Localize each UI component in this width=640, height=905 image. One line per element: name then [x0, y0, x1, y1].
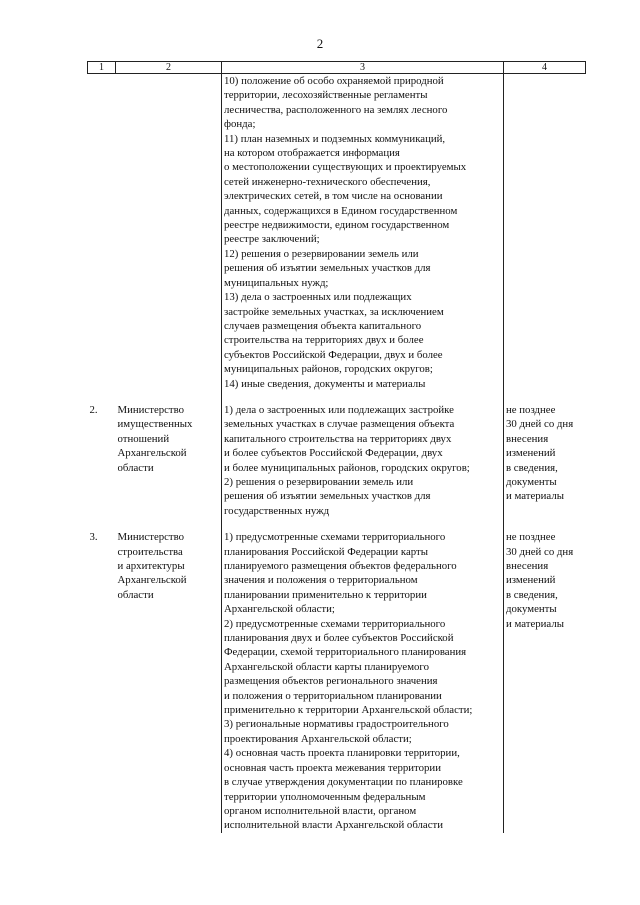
text-line: решения об изъятии земельных участков для: [224, 262, 431, 275]
text-line: имущественных: [117, 418, 193, 431]
table-header-row: [88, 62, 586, 74]
text-line: и материалы: [506, 490, 564, 503]
organization-cell: [116, 530, 222, 833]
text-line: муниципальных нужд;: [224, 276, 329, 289]
text-line: Архангельской: [117, 574, 187, 587]
row-number: 2.: [89, 403, 98, 416]
header-col-3: 3: [222, 62, 504, 74]
text-line: строительства: [117, 545, 183, 558]
text-line: 14) иные сведения, документы и материалы: [224, 377, 426, 390]
text-line: размещения объектов регионального значения: [224, 675, 438, 688]
text-line: 30 дней со дня: [506, 545, 574, 558]
text-line: территории уполномоченным федеральным: [224, 790, 426, 803]
text-line: и положения о территориальном планировании: [224, 689, 442, 702]
text-line: проектирования Архангельской области;: [224, 732, 412, 745]
text-line: и материалы: [506, 617, 564, 630]
text-line: 4) основная часть проекта планировки территории,: [224, 747, 460, 760]
text-line: территории, лесохозяйственные регламенты: [224, 89, 428, 102]
text-line: Министерство: [117, 403, 185, 416]
header-col-1: 1: [88, 62, 116, 74]
text-line: Архангельской области;: [224, 603, 335, 616]
text-line: изменений: [506, 447, 556, 460]
text-line: данных, содержащихся в Едином государственном: [224, 204, 458, 217]
text-line: внесения: [506, 432, 549, 445]
text-line: государственных нужд: [224, 504, 330, 517]
text-line: планирования двух и более субъектов Российской: [224, 632, 454, 645]
text-line: 30 дней со дня: [506, 418, 574, 431]
row-number: 3.: [89, 531, 98, 544]
text-line: не позднее: [506, 403, 556, 416]
text-line: планирования Российской Федерации карты: [224, 545, 428, 558]
text-line: на котором отображается информация: [224, 147, 400, 160]
table-row-continuation: [88, 74, 586, 391]
text-line: Министерство: [117, 531, 185, 544]
page-number: 2: [316, 36, 324, 51]
text-line: и более субъектов Российской Федерации, двух: [224, 447, 443, 460]
term-cell: [504, 403, 586, 518]
text-line: внесения: [506, 560, 549, 572]
text-line: строительства на территориях двух и более: [224, 334, 424, 347]
text-line: области: [117, 461, 154, 474]
text-line: исполнительной власти Архангельской области: [224, 819, 444, 832]
term-cell: [504, 530, 586, 833]
text-line: Архангельской: [117, 447, 187, 460]
text-line: фонда;: [224, 118, 256, 131]
text-line: и архитектуры: [117, 560, 185, 572]
text-line: земельных участках в случае размещения объекта: [224, 418, 455, 431]
text-line: реестре недвижимости, едином государственном: [224, 219, 450, 232]
text-line: и более муниципальных районов, городских округов;: [224, 461, 470, 474]
text-line: 2) предусмотренные схемами территориального: [224, 617, 446, 630]
text-line: решения об изъятии земельных участков для: [224, 490, 431, 503]
text-line: изменений: [506, 574, 556, 587]
text-line: сетей инженерно-технического обеспечения,: [224, 175, 431, 188]
text-line: документы: [506, 475, 557, 488]
header-col-4: 4: [504, 62, 586, 74]
text-line: в случае утверждения документации по планировке: [224, 776, 463, 789]
text-line: о местоположении существующих и проектируемых: [224, 161, 467, 174]
text-line: не позднее: [506, 531, 556, 544]
document-table: [87, 61, 586, 833]
text-line: Федерации, схемой территориального планирования: [224, 646, 467, 659]
text-line: документы: [506, 603, 557, 616]
documents-cell: [222, 530, 504, 833]
text-line: застройке земельных участках, за исключением: [224, 305, 444, 318]
header-col-2: 2: [116, 62, 222, 74]
documents-cell: [222, 403, 504, 518]
text-line: основная часть проекта межевания территории: [224, 761, 441, 774]
table-row: [88, 403, 586, 518]
text-line: 1) предусмотренные схемами территориального: [224, 531, 446, 544]
text-line: 2) решения о резервировании земель или: [224, 475, 414, 488]
text-line: 1) дела о застроенных или подлежащих застройке: [224, 403, 454, 416]
text-line: 10) положение об особо охраняемой природной: [224, 75, 444, 87]
text-line: в сведения,: [506, 588, 558, 601]
text-line: применительно к территории Архангельской области;: [224, 704, 473, 717]
organization-cell: [116, 403, 222, 518]
text-line: планировании применительно к территории: [224, 588, 427, 601]
text-line: в сведения,: [506, 461, 558, 474]
text-line: Архангельской области карты планируемого: [224, 660, 429, 673]
text-line: органом исполнительной власти, органом: [224, 804, 417, 817]
text-line: лесничества, расположенного на землях лесного: [224, 103, 448, 116]
continuation-documents-cell: [222, 74, 504, 391]
text-line: отношений: [117, 432, 170, 445]
text-line: муниципальных районов, городских округов;: [224, 363, 433, 376]
text-line: 12) решения о резервировании земель или: [224, 247, 419, 260]
text-line: планируемого размещения объектов федерального: [224, 560, 457, 572]
text-line: капитального строительства на территориях двух: [224, 432, 452, 445]
text-line: 11) план наземных и подземных коммуникаций,: [224, 132, 446, 145]
text-line: субъектов Российской Федерации, двух и более: [224, 348, 443, 361]
text-line: 13) дела о застроенных или подлежащих: [224, 291, 412, 304]
text-line: 3) региональные нормативы градостроительного: [224, 718, 449, 731]
text-line: значения и положения о территориальном: [224, 574, 418, 587]
text-line: реестре заключений;: [224, 233, 320, 246]
table-row: [88, 530, 586, 833]
text-line: электрических сетей, в том числе на основании: [224, 190, 443, 203]
text-line: случаев размещения объекта капитального: [224, 319, 422, 332]
text-line: области: [117, 588, 154, 601]
